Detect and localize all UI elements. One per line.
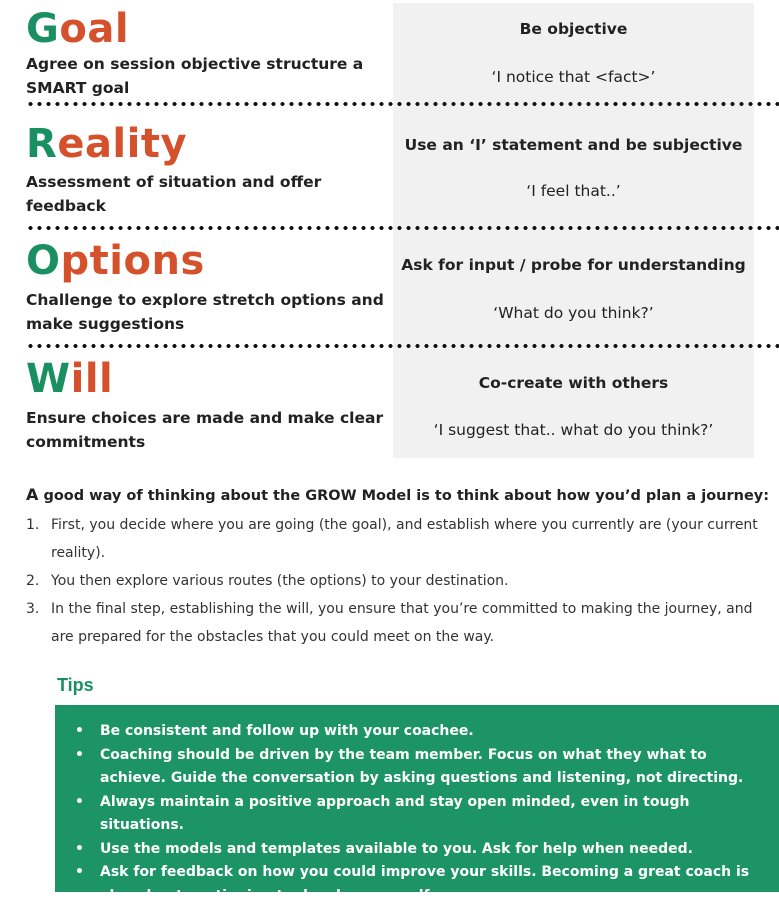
list-item (26, 595, 766, 651)
dotted-divider (26, 226, 779, 230)
step-number: 2. (26, 573, 40, 589)
tips-box (55, 705, 779, 904)
section-will-description: Ensure choices are made and make clear commitments (26, 409, 384, 451)
tip-text: Always maintain a positive approach and stay open minded, even in tough situations. (100, 793, 690, 833)
word-rest: oal (59, 6, 130, 52)
step-text: First, you decide where you are going (the goal), and establish where you currently are (your current reality). (51, 517, 758, 561)
tip-text: Ask for feedback on how you could improve your skills. Becoming a great coach is also about continuing to develop yourself. (100, 864, 750, 904)
section-goal-quote: ‘I notice that <fact>’ (491, 68, 656, 86)
word-initial: G (26, 6, 60, 52)
tip-text: Coaching should be driven by the team member. Focus on what they what to achieve. Guide the conversation by asking questions and listening, not directing. (100, 746, 744, 786)
section-options-description: Challenge to explore stretch options and make suggestions (26, 291, 384, 333)
list-item (73, 791, 763, 838)
grow-intro-text (26, 485, 769, 504)
section-goal-description: Agree on session objective structure a SMART goal (26, 55, 364, 97)
tips-list (73, 720, 763, 908)
list-item (73, 744, 763, 791)
step-number: 1. (26, 517, 40, 533)
step-number: 3. (26, 601, 40, 617)
intro-rest: good way of thinking about the GROW Model is to think about how you’d plan a journey: (38, 488, 770, 504)
list-item (73, 720, 763, 744)
section-goal-word (26, 6, 129, 52)
bullet-icon: • (75, 746, 84, 763)
bullet-icon: • (75, 840, 84, 857)
word-initial: O (26, 238, 61, 284)
dotted-divider (26, 102, 779, 106)
tip-text: Use the models and templates available to you. Ask for help when needed. (100, 840, 693, 857)
step-text: You then explore various routes (the options) to your destination. (51, 573, 509, 589)
list-item (73, 838, 763, 862)
word-rest: ill (70, 356, 114, 402)
tip-text: Be consistent and follow up with your coachee. (100, 723, 474, 739)
journey-steps-list (26, 511, 766, 651)
tips-title: Tips (57, 675, 94, 695)
list-item (26, 567, 766, 595)
section-will-quote: ‘I suggest that.. what do you think?’ (433, 421, 714, 439)
word-initial: R (26, 121, 58, 167)
section-reality-heading: Use an ‘I’ statement and be subjective (404, 136, 743, 154)
bullet-icon: • (75, 864, 84, 880)
section-options-quote: ‘What do you think?’ (493, 304, 654, 322)
word-initial: W (26, 356, 71, 402)
section-options-word (26, 238, 205, 284)
section-options-heading: Ask for input / probe for understanding (401, 256, 746, 274)
section-reality-word (26, 121, 187, 167)
section-reality-quote: ‘I feel that..’ (526, 182, 621, 200)
list-item (26, 511, 766, 567)
list-item (73, 861, 763, 908)
bullet-icon: • (75, 793, 84, 810)
intro-first-letter: A (26, 485, 39, 504)
word-rest: ptions (60, 238, 205, 284)
step-text: In the final step, establishing the will, you ensure that you’re committed to making the journey, and are prepared for the obstacles that you could meet on the way. (51, 601, 753, 645)
word-rest: eality (57, 121, 188, 167)
section-reality-description: Assessment of situation and offer feedback (26, 173, 322, 215)
section-will-word (26, 356, 113, 402)
section-will-heading: Co-create with others (478, 374, 669, 392)
dotted-divider (26, 344, 779, 348)
bullet-icon: • (75, 723, 84, 739)
section-goal-heading: Be objective (519, 20, 628, 38)
